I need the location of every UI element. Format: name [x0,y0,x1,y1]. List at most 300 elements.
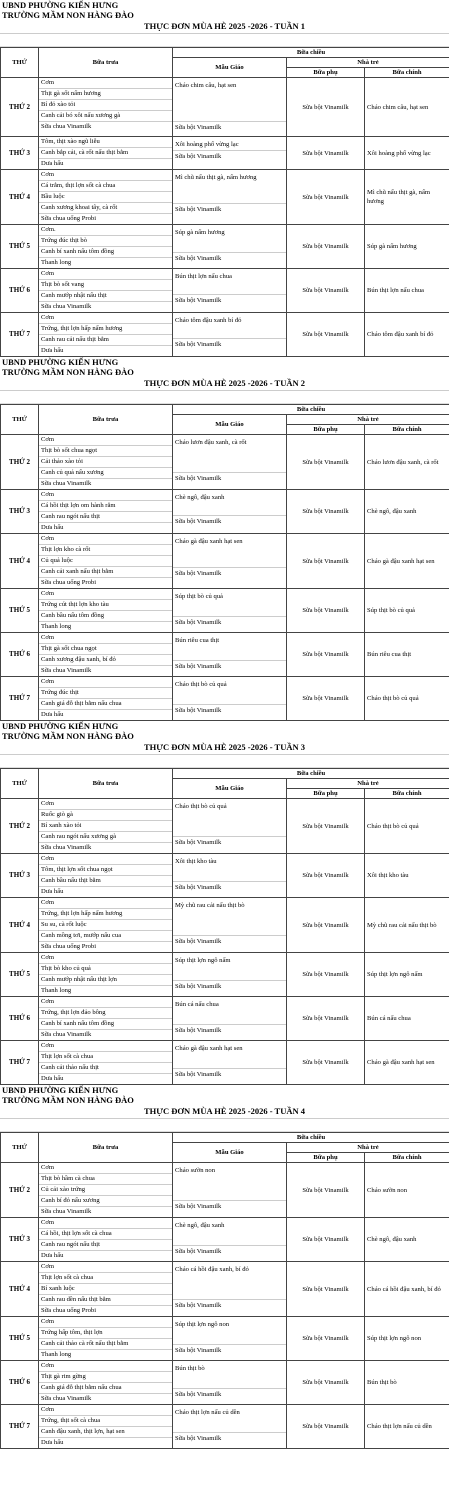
mg-cell [173,170,287,225]
lunch-cell [39,1041,173,1085]
table-row [1,633,449,677]
mg-afternoon-dish: Cháo sườn non [175,1167,216,1174]
mg-afternoon-dish: Xôi thịt kho tàu [175,858,217,865]
lunch-dish: Thịt bò hầm cà chua [39,1174,172,1185]
mg-afternoon-dish: Súp thịt bò củ quả [175,593,223,600]
nt-snack: Sữa bột Vinamilk [287,225,365,269]
nt-snack: Sữa bột Vinamilk [287,677,365,721]
lunch-cell [39,799,173,854]
lunch-dish: Canh xương đậu xanh, bí đỏ [39,655,172,666]
lunch-dish: Thịt lợn sốt cà chua [39,1052,172,1063]
day-label: THỨ 3 [1,137,39,170]
day-label: THỨ 5 [1,1317,39,1361]
mg-milk: Sữa bột Vinamilk [173,150,286,165]
mg-cell [173,1041,287,1085]
mg-afternoon-dish: Cháo thịt lợn nấu củ dền [175,1409,240,1416]
day-label: THỨ 6 [1,1361,39,1405]
menu-table [0,1132,449,1449]
lunch-dish: Củ quả luộc [39,556,172,567]
lunch-cell [39,997,173,1041]
table-row [1,1405,449,1449]
mg-afternoon-dish: Bún thịt lợn nấu chua [175,273,232,280]
lunch-dish: Thịt lợn sốt cà chua [39,1273,172,1284]
day-label: THỨ 3 [1,854,39,898]
col-chinh-header: Bữa chính [365,68,449,78]
nt-snack: Sữa bột Vinamilk [287,269,365,313]
mg-milk: Sữa bột Vinamilk [173,1299,286,1314]
lunch-dish: Sữa chua Vinamilk [41,1208,92,1215]
nt-main-dish: Cháo thịt lợn nấu củ dền [365,1405,449,1449]
lunch-dish: Củ cải xào trứng [39,1185,172,1196]
lunch-dish: Dưa hấu [41,524,64,531]
mg-afternoon-dish: Bún riêu cua thịt [175,637,220,644]
lunch-dish: Cơm [39,589,172,600]
mg-milk: Sữa bột Vinamilk [173,1068,286,1083]
lunch-dish: Cơm [39,1218,172,1229]
lunch-dish: Cơm [39,1262,172,1273]
table-row [1,1041,449,1085]
lunch-dish: Dưa hấu [41,1075,64,1082]
lunch-cell [39,1262,173,1317]
lunch-dish: Dưa hấu [41,888,64,895]
day-label: THỨ 2 [1,435,39,490]
week-title: THỰC ĐƠN MÙA HÈ 2025 -2026 - TUẦN 3 [0,741,449,755]
lunch-dish: Bí đỏ xào tỏi [39,100,172,111]
week-title: THỰC ĐƠN MÙA HÈ 2025 -2026 - TUẦN 1 [0,20,449,34]
week-title: THỰC ĐƠN MÙA HÈ 2025 -2026 - TUẦN 4 [0,1105,449,1119]
mg-milk: Sữa bột Vinamilk [173,1344,286,1359]
lunch-dish: Trứng đúc thịt [39,688,172,699]
mg-afternoon-dish: Súp thịt lợn ngô nấm [175,957,231,964]
mg-afternoon-dish: Cháo gà đậu xanh hạt sen [175,1045,243,1052]
lunch-dish: Canh bí đỏ nấu xương [39,1196,172,1207]
mg-milk: Sữa bột Vinamilk [173,935,286,950]
lunch-cell [39,435,173,490]
lunch-cell [39,1317,173,1361]
nt-main-dish: Mỳ chũ rau cải nấu thịt bò [365,898,449,953]
spacer [0,1119,449,1132]
table-row [1,1361,449,1405]
lunch-cell [39,677,173,721]
week-section [0,0,449,357]
nt-main-dish: Cháo gà đậu xanh hạt sen [365,534,449,589]
menu-table [0,768,449,1085]
col-lunch-header: Bữa trưa [39,769,173,799]
lunch-dish: Bí xanh xào tỏi [39,821,172,832]
day-label: THỨ 4 [1,1262,39,1317]
col-nt-header: Nhà trẻ [287,1143,449,1153]
lunch-dish: Sữa chua uống Probi [41,1307,97,1314]
lunch-dish: Thịt gà rim gừng [39,1372,172,1383]
lunch-cell [39,1361,173,1405]
lunch-dish: Canh rau cải nấu thịt bằm [39,335,172,346]
nt-snack: Sữa bột Vinamilk [287,1405,365,1449]
day-label: THỨ 3 [1,1218,39,1262]
col-day-header: THỨ [1,405,39,435]
lunch-dish: Canh rau ngót nấu thịt [39,1240,172,1251]
lunch-dish: Cơm [39,677,172,688]
col-lunch-header: Bữa trưa [39,405,173,435]
col-nt-header: Nhà trẻ [287,415,449,425]
mg-cell [173,1163,287,1218]
mg-afternoon-dish: Chè ngô, đậu xanh [175,494,225,501]
lunch-dish: Ruốc giò gà [39,810,172,821]
mg-afternoon-dish: Bún thịt bò [175,1365,205,1372]
nt-main-dish: Cháo cá hồi đậu xanh, bí đỏ [365,1262,449,1317]
table-header-row [1,405,449,415]
lunch-dish: Canh giá đỗ thịt bằm nấu chua [39,699,172,710]
table-row [1,490,449,534]
lunch-dish: Trứng, thịt lợn hấp nấm hương [39,909,172,920]
lunch-dish: Cá trắm, thịt lợn sốt cà chua [39,181,172,192]
nt-snack: Sữa bột Vinamilk [287,1361,365,1405]
lunch-cell [39,78,173,137]
col-mg-header: Mẫu Giáo [173,58,287,78]
nt-main-dish: Cháo tôm đậu xanh bí đỏ [365,313,449,357]
day-label: THỨ 2 [1,799,39,854]
lunch-cell [39,1405,173,1449]
lunch-dish: Canh mồng tơi, mướp nấu cua [39,931,172,942]
day-label: THỨ 7 [1,677,39,721]
mg-cell [173,799,287,854]
nt-main-dish: Chè ngô, đậu xanh [365,1218,449,1262]
school-name: TRƯỜNG MẦM NON HÀNG ĐÀO [2,1095,134,1105]
lunch-dish: Sữa chua uống Probi [41,943,97,950]
nt-snack: Sữa bột Vinamilk [287,490,365,534]
lunch-dish: Trứng hấp tôm, thịt lợn [39,1328,172,1339]
lunch-dish: Cơm [39,435,172,446]
mg-afternoon-dish: Cháo thịt bò củ quả [175,681,227,688]
lunch-dish: Cơm [39,1405,172,1416]
lunch-cell [39,854,173,898]
col-nt-header: Nhà trẻ [287,58,449,68]
nt-main-dish: Cháo thịt bò củ quả [365,677,449,721]
nt-main-dish: Chè ngô, đậu xanh [365,490,449,534]
mg-milk: Sữa bột Vinamilk [173,252,286,267]
col-nt-header: Nhà trẻ [287,779,449,789]
table-row [1,78,449,137]
mg-cell [173,997,287,1041]
mg-cell [173,269,287,313]
lunch-dish: Cơm [39,997,172,1008]
table-row [1,953,449,997]
mg-milk: Sữa bột Vinamilk [173,1245,286,1260]
lunch-dish: Cơm [39,953,172,964]
day-label: THỨ 2 [1,78,39,137]
lunch-dish: Bí xanh luộc [39,1284,172,1295]
lunch-dish: Canh giá đỗ thịt bằm nấu chua [39,1383,172,1394]
nt-snack: Sữa bột Vinamilk [287,1163,365,1218]
lunch-dish: Cơm [39,1361,172,1372]
mg-cell [173,1262,287,1317]
nt-main-dish: Súp thịt lợn ngô nấm [365,953,449,997]
col-day-header: THỨ [1,769,39,799]
col-afternoon-header: Bữa chiều [173,1133,449,1143]
day-label: THỨ 2 [1,1163,39,1218]
org-name: UBND PHƯỜNG KIẾN HƯNG [2,1085,119,1095]
nt-main-dish: Xôi hoàng phố vừng lạc [365,137,449,170]
lunch-cell [39,490,173,534]
lunch-dish: Canh rau ngót nấu thịt [39,512,172,523]
mg-afternoon-dish: Chè ngô, đậu xanh [175,1222,225,1229]
mg-cell [173,1361,287,1405]
nt-main-dish: Cháo gà đậu xanh hạt sen [365,1041,449,1085]
lunch-cell [39,633,173,677]
lunch-dish: Thanh long [41,259,72,266]
lunch-dish: Canh bắp cải, cà rốt nấu thịt bằm [39,148,172,159]
table-header-row [1,48,449,58]
lunch-dish: Dưa hấu [41,1252,64,1259]
table-row [1,137,449,170]
lunch-dish: Sữa chua Vinamilk [41,1031,92,1038]
mg-afternoon-dish: Cháo cá hồi đậu xanh, bí đỏ [175,1266,249,1273]
menu-table [0,47,449,357]
col-lunch-header: Bữa trưa [39,48,173,78]
lunch-dish: Canh rau dền nấu thịt bằm [39,1295,172,1306]
table-row [1,799,449,854]
day-label: THỨ 6 [1,633,39,677]
col-phu-header: Bữa phụ [287,68,365,78]
mg-afternoon-dish: Súp thịt lợn ngô non [175,1321,230,1328]
lunch-cell [39,225,173,269]
table-row [1,1163,449,1218]
table-row [1,677,449,721]
nt-main-dish: Cháo thịt bò củ quả [365,799,449,854]
lunch-dish: Canh cải xanh nấu thịt bằm [39,567,172,578]
school-name: TRƯỜNG MẦM NON HÀNG ĐÀO [2,731,134,741]
mg-cell [173,898,287,953]
lunch-dish: Sữa chua Vinamilk [41,480,92,487]
nt-snack: Sữa bột Vinamilk [287,78,365,137]
lunch-dish: Su su, cà rốt luộc [39,920,172,931]
mg-afternoon-dish: Xôi hoàng phố vừng lạc [175,141,239,148]
mg-milk: Sữa bột Vinamilk [173,980,286,995]
lunch-dish: Cơm [39,633,172,644]
nt-main-dish: Cháo sườn non [365,1163,449,1218]
mg-milk: Sữa bột Vinamilk [173,660,286,675]
mg-milk: Sữa bột Vinamilk [173,836,286,851]
lunch-dish: Canh rau ngót nấu xương gà [39,832,172,843]
day-label: THỨ 6 [1,997,39,1041]
nt-snack: Sữa bột Vinamilk [287,1218,365,1262]
lunch-dish: Canh mướp nhật nấu thịt lợn [39,975,172,986]
lunch-dish: Canh củ quả nấu xương [39,468,172,479]
lunch-cell [39,313,173,357]
lunch-dish: Thịt bò kho củ quả [39,964,172,975]
lunch-dish: Cơm [39,799,172,810]
table-row [1,997,449,1041]
table-row [1,225,449,269]
lunch-dish: Canh đậu xanh, thịt lợn, hạt sen [39,1427,172,1438]
mg-milk: Sữa bột Vinamilk [173,881,286,896]
day-label: THỨ 4 [1,898,39,953]
lunch-dish: Sữa chua uống Probi [41,215,97,222]
week-section [0,721,449,1085]
mg-cell [173,677,287,721]
mg-cell [173,534,287,589]
lunch-dish: Cá hồi, thịt lợn sốt cà chua [39,1229,172,1240]
lunch-dish: Cơm. [39,225,172,236]
col-chinh-header: Bữa chính [365,789,449,799]
lunch-dish: Cá hồi thịt lợn om hành răm [39,501,172,512]
mg-cell [173,137,287,170]
lunch-dish: Sữa chua Vinamilk [41,844,92,851]
lunch-dish: Trứng, thịt lợn hấp nấm hương [39,324,172,335]
mg-cell [173,854,287,898]
lunch-dish: Sữa chua Vinamilk [41,667,92,674]
col-day-header: THỨ [1,1133,39,1163]
nt-snack: Sữa bột Vinamilk [287,435,365,490]
spacer [0,755,449,768]
lunch-dish: Cơm [39,490,172,501]
menu-table [0,404,449,721]
nt-snack: Sữa bột Vinamilk [287,170,365,225]
lunch-dish: Canh cải thảo nấu thịt [39,1063,172,1074]
lunch-cell [39,534,173,589]
lunch-dish: Canh bầu nấu thịt bằm [39,876,172,887]
col-afternoon-header: Bữa chiều [173,48,449,58]
lunch-dish: Dưa hấu [41,347,64,354]
day-label: THỨ 4 [1,170,39,225]
lunch-cell [39,137,173,170]
nt-main-dish: Súp gà nấm hương [365,225,449,269]
nt-snack: Sữa bột Vinamilk [287,898,365,953]
table-row [1,313,449,357]
table-row [1,854,449,898]
day-label: THỨ 7 [1,1405,39,1449]
lunch-dish: Canh mướp nhật nấu thịt [39,291,172,302]
mg-afternoon-dish: Cháo chim câu, hạt sen [175,82,237,89]
lunch-dish: Canh bí xanh nấu tôm đồng [39,1019,172,1030]
lunch-dish: Canh cải thảo cà rốt nấu thịt bằm [39,1339,172,1350]
table-header-row [1,1133,449,1143]
col-mg-header: Mẫu Giáo [173,415,287,435]
mg-milk: Sữa bột Vinamilk [173,616,286,631]
mg-afternoon-dish: Cháo thịt bò củ quả [175,803,227,810]
mg-milk: Sữa bột Vinamilk [173,121,286,136]
lunch-dish: Canh xương khoai tây, cà rốt [39,203,172,214]
lunch-dish: Cơm [39,1041,172,1052]
day-label: THỨ 5 [1,589,39,633]
lunch-dish: Cải thảo xào tỏi [39,457,172,468]
lunch-cell [39,269,173,313]
nt-main-dish: Bún cá nấu chua [365,997,449,1041]
mg-afternoon-dish: Mì chũ nấu thịt gà, nấm hương [175,174,257,181]
col-mg-header: Mẫu Giáo [173,779,287,799]
nt-main-dish: Bún thịt bò [365,1361,449,1405]
lunch-dish: Trứng, thịt sốt cà chua [39,1416,172,1427]
mg-afternoon-dish: Cháo lươn đậu xanh, cà rốt [175,439,247,446]
table-row [1,269,449,313]
mg-cell [173,1317,287,1361]
table-row [1,170,449,225]
col-day-header: THỨ [1,48,39,78]
mg-cell [173,953,287,997]
day-label: THỨ 7 [1,313,39,357]
mg-afternoon-dish: Cháo tôm đậu xanh bí đỏ [175,317,242,324]
nt-snack: Sữa bột Vinamilk [287,313,365,357]
lunch-dish: Canh bầu nấu tôm đồng [39,611,172,622]
nt-main-dish: Bún riêu cua thịt [365,633,449,677]
lunch-dish: Thịt gà sốt chua ngọt [39,644,172,655]
lunch-dish: Cơm [39,898,172,909]
week-section [0,1085,449,1449]
lunch-dish: Thịt gà sốt nấm hương [39,89,172,100]
nt-snack: Sữa bột Vinamilk [287,1317,365,1361]
mg-milk: Sữa bột Vinamilk [173,567,286,582]
col-chinh-header: Bữa chính [365,1153,449,1163]
lunch-dish: Trứng cút thịt lợn kho tàu [39,600,172,611]
nt-main-dish: Mì chũ nấu thịt gà, nấm hương [365,170,449,225]
col-chinh-header: Bữa chính [365,425,449,435]
nt-snack: Sữa bột Vinamilk [287,1041,365,1085]
lunch-cell [39,1163,173,1218]
col-phu-header: Bữa phụ [287,425,365,435]
lunch-cell [39,589,173,633]
table-row [1,1218,449,1262]
table-row [1,1262,449,1317]
mg-milk: Sữa bột Vinamilk [173,1388,286,1403]
lunch-dish: Thịt bò sốt vang [39,280,172,291]
nt-snack: Sữa bột Vinamilk [287,799,365,854]
org-name: UBND PHƯỜNG KIẾN HƯNG [2,357,119,367]
lunch-cell [39,898,173,953]
spacer [0,34,449,47]
lunch-dish: Sữa chua Vinamilk [41,1395,92,1402]
lunch-dish: Cơm [39,534,172,545]
day-label: THỨ 7 [1,1041,39,1085]
nt-main-dish: Cháo lươn đậu xanh, cà rốt [365,435,449,490]
school-name: TRƯỜNG MẦM NON HÀNG ĐÀO [2,10,134,20]
lunch-dish: Canh bí xanh nấu tôm đồng [39,247,172,258]
lunch-dish: Tôm, thịt lợn sốt chua ngọt [39,865,172,876]
mg-milk: Sữa bột Vinamilk [173,1432,286,1447]
mg-milk: Sữa bột Vinamilk [173,472,286,487]
nt-main-dish: Súp thịt lợn ngô non [365,1317,449,1361]
lunch-dish: Dưa hấu [41,711,64,718]
mg-cell [173,78,287,137]
mg-cell [173,313,287,357]
lunch-dish: Cơm [39,1317,172,1328]
col-phu-header: Bữa phụ [287,1153,365,1163]
mg-afternoon-dish: Súp gà nấm hương [175,229,225,236]
lunch-dish: Canh cải bó xôi nấu xương gà [39,111,172,122]
lunch-dish: Sữa chua uống Probi [41,579,97,586]
week-section [0,357,449,721]
mg-cell [173,633,287,677]
lunch-dish: Tôm, thịt xào ngũ liễu [39,137,172,148]
lunch-dish: Cơm [39,170,172,181]
nt-snack: Sữa bột Vinamilk [287,633,365,677]
day-label: THỨ 6 [1,269,39,313]
mg-cell [173,490,287,534]
day-label: THỨ 3 [1,490,39,534]
mg-cell [173,225,287,269]
mg-afternoon-dish: Mỳ chũ rau cải nấu thịt bò [175,902,245,909]
mg-milk: Sữa bột Vinamilk [173,1024,286,1039]
lunch-dish: Thịt bò sốt chua ngọt [39,446,172,457]
week-title: THỰC ĐƠN MÙA HÈ 2025 -2026 - TUẦN 2 [0,377,449,391]
nt-snack: Sữa bột Vinamilk [287,534,365,589]
lunch-dish: Sữa chua Vinamilk [41,303,92,310]
lunch-dish: Dưa hấu [41,1439,64,1446]
org-name: UBND PHƯỜNG KIẾN HƯNG [2,721,119,731]
nt-snack: Sữa bột Vinamilk [287,854,365,898]
mg-milk: Sữa bột Vinamilk [173,338,286,353]
mg-afternoon-dish: Cháo gà đậu xanh hạt sen [175,538,243,545]
mg-milk: Sữa bột Vinamilk [173,1200,286,1215]
org-name: UBND PHƯỜNG KIẾN HƯNG [2,0,119,10]
